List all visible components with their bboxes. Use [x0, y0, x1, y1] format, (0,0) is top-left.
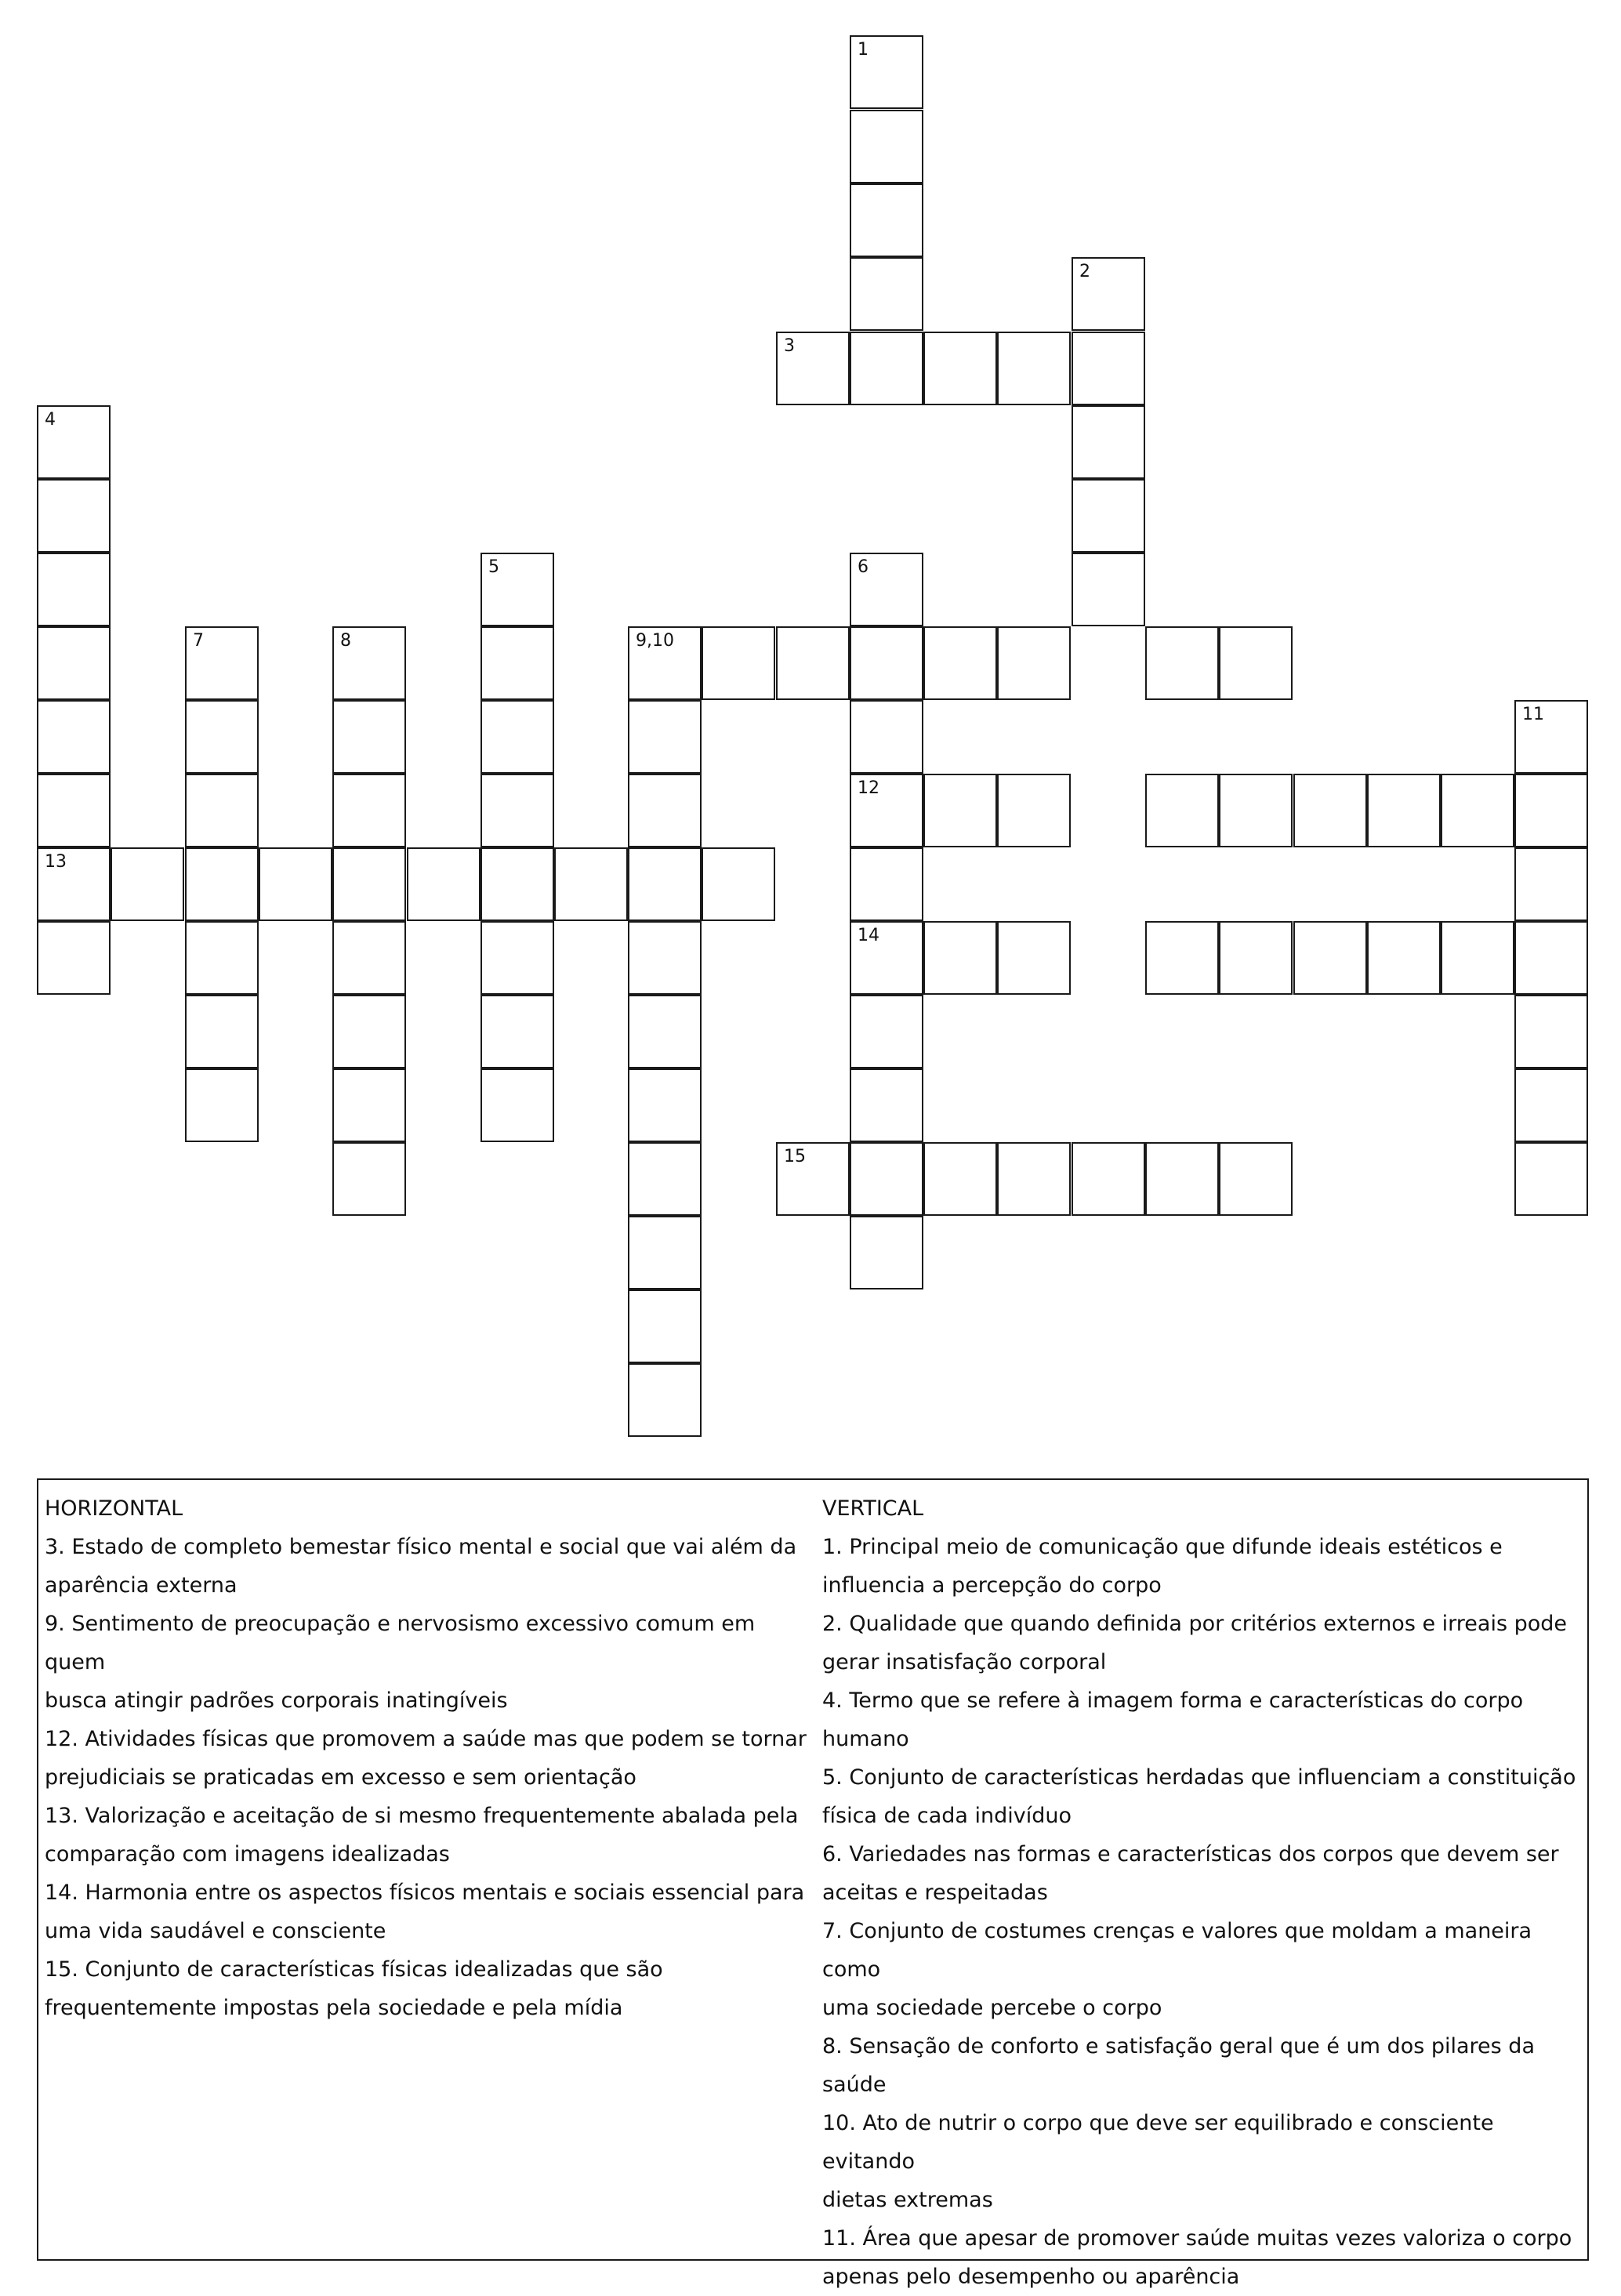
- grid-cell[interactable]: [628, 1068, 702, 1142]
- grid-cell[interactable]: [850, 995, 923, 1068]
- grid-cell[interactable]: [480, 626, 554, 700]
- clue-number: 2: [1079, 262, 1090, 281]
- grid-cell[interactable]: [776, 1142, 850, 1216]
- clue-number: 11: [1522, 705, 1544, 724]
- horizontal-clue-heading: HORIZONTAL: [45, 1496, 183, 1521]
- grid-cell[interactable]: [997, 1142, 1071, 1216]
- grid-cell[interactable]: [1514, 847, 1588, 921]
- grid-cell[interactable]: [997, 332, 1071, 405]
- grid-cell[interactable]: [850, 183, 923, 257]
- horizontal-clue-line: 3. Estado de completo bemestar físico mental e social que vai além da: [45, 1535, 797, 1559]
- vertical-clue-line: 7. Conjunto de costumes crenças e valores que moldam a maneira como: [822, 1919, 1532, 1982]
- horizontal-clue-line: 9. Sentimento de preocupação e nervosismo excessivo comum em quem: [45, 1612, 756, 1674]
- vertical-clue-line: humano: [822, 1727, 909, 1751]
- vertical-clues: [822, 1489, 1587, 2296]
- vertical-clue-line: 1. Principal meio de comunicação que difunde ideais estéticos e: [822, 1535, 1503, 1559]
- grid-cell[interactable]: [332, 774, 406, 847]
- grid-cell[interactable]: [1293, 921, 1367, 995]
- grid-cell[interactable]: [185, 774, 259, 847]
- grid-cell[interactable]: [776, 626, 850, 700]
- grid-cell[interactable]: [850, 257, 923, 331]
- clues-box: [37, 1478, 1589, 2289]
- horizontal-clue-line: aparência externa: [45, 1573, 238, 1598]
- horizontal-clue-line: 13. Valorização e aceitação de si mesmo frequentemente abalada pela: [45, 1804, 799, 1828]
- grid-cell[interactable]: [1219, 1142, 1293, 1216]
- grid-cell[interactable]: [1072, 257, 1145, 331]
- grid-cell[interactable]: [628, 921, 702, 995]
- grid-cell[interactable]: [850, 553, 923, 626]
- grid-cell[interactable]: [332, 1142, 406, 1216]
- clue-number: 13: [45, 852, 67, 872]
- grid-cell[interactable]: [1219, 921, 1293, 995]
- grid-cell[interactable]: [185, 847, 259, 921]
- clue-number: 5: [488, 557, 499, 577]
- vertical-clue-line: física de cada indivíduo: [822, 1804, 1072, 1828]
- grid-cell[interactable]: [480, 700, 554, 774]
- grid-cell[interactable]: [1072, 553, 1145, 626]
- grid-cell[interactable]: [628, 774, 702, 847]
- grid-cell[interactable]: [1219, 774, 1293, 847]
- clue-number: 3: [784, 336, 795, 356]
- grid-cell[interactable]: [850, 35, 923, 109]
- grid-cell[interactable]: [332, 700, 406, 774]
- grid-cell[interactable]: [628, 847, 702, 921]
- grid-cell[interactable]: [37, 700, 111, 774]
- grid-cell[interactable]: [923, 1142, 997, 1216]
- grid-cell[interactable]: [407, 847, 480, 921]
- horizontal-clue-line: comparação com imagens idealizadas: [45, 1842, 450, 1866]
- grid-cell[interactable]: [185, 921, 259, 995]
- grid-cell[interactable]: [1145, 626, 1219, 700]
- grid-cell[interactable]: [1514, 921, 1588, 995]
- grid-cell[interactable]: [997, 921, 1071, 995]
- grid-cell[interactable]: [37, 405, 111, 479]
- horizontal-clues: [45, 1489, 821, 2027]
- grid-cell[interactable]: [1441, 774, 1514, 847]
- clue-number: 4: [45, 410, 56, 430]
- grid-cell[interactable]: [923, 626, 997, 700]
- horizontal-clue-line: uma vida saudável e consciente: [45, 1919, 386, 1943]
- vertical-clue-line: apenas pelo desempenho ou aparência: [822, 2265, 1240, 2289]
- grid-cell[interactable]: [1219, 626, 1293, 700]
- grid-cell[interactable]: [37, 847, 111, 921]
- grid-cell[interactable]: [480, 774, 554, 847]
- grid-cell[interactable]: [628, 1142, 702, 1216]
- clue-number: 7: [193, 631, 204, 651]
- vertical-clue-line: influencia a percepção do corpo: [822, 1573, 1162, 1598]
- grid-cell[interactable]: [332, 626, 406, 700]
- grid-cell[interactable]: [480, 995, 554, 1068]
- horizontal-clue-line: 15. Conjunto de características físicas idealizadas que são: [45, 1957, 663, 1982]
- grid-cell[interactable]: [850, 626, 923, 700]
- clue-number: 1: [858, 40, 869, 60]
- grid-cell[interactable]: [1514, 995, 1588, 1068]
- grid-cell[interactable]: [1145, 774, 1219, 847]
- vertical-clue-line: 6. Variedades nas formas e características dos corpos que devem ser: [822, 1842, 1559, 1866]
- grid-cell[interactable]: [332, 847, 406, 921]
- clue-number: 8: [340, 631, 351, 651]
- grid-cell[interactable]: [850, 1142, 923, 1216]
- vertical-clue-line: gerar insatisfação corporal: [822, 1650, 1107, 1674]
- grid-cell[interactable]: [37, 553, 111, 626]
- vertical-clue-line: 10. Ato de nutrir o corpo que deve ser equilibrado e consciente evitando: [822, 2111, 1494, 2174]
- grid-cell[interactable]: [332, 1068, 406, 1142]
- grid-cell[interactable]: [111, 847, 184, 921]
- grid-cell[interactable]: [37, 479, 111, 553]
- grid-cell[interactable]: [1072, 1142, 1145, 1216]
- vertical-clue-line: 11. Área que apesar de promover saúde muitas vezes valoriza o corpo: [822, 2226, 1572, 2251]
- vertical-clue-line: 4. Termo que se refere à imagem forma e características do corpo: [822, 1688, 1524, 1713]
- grid-cell[interactable]: [850, 110, 923, 183]
- clue-number: 12: [858, 778, 879, 798]
- grid-cell[interactable]: [923, 921, 997, 995]
- grid-cell[interactable]: [997, 626, 1071, 700]
- grid-cell[interactable]: [185, 626, 259, 700]
- grid-cell[interactable]: [628, 995, 702, 1068]
- horizontal-clue-line: prejudiciais se praticadas em excesso e sem orientação: [45, 1765, 636, 1790]
- grid-cell[interactable]: [480, 847, 554, 921]
- vertical-clue-heading: VERTICAL: [822, 1496, 924, 1521]
- grid-cell[interactable]: [185, 995, 259, 1068]
- grid-cell[interactable]: [1072, 479, 1145, 553]
- vertical-clue-line: uma sociedade percebe o corpo: [822, 1996, 1162, 2020]
- grid-cell[interactable]: [628, 1363, 702, 1437]
- horizontal-clue-line: 12. Atividades físicas que promovem a saúde mas que podem se tornar: [45, 1727, 807, 1751]
- grid-cell[interactable]: [628, 700, 702, 774]
- grid-cell[interactable]: [1072, 332, 1145, 405]
- grid-cell[interactable]: [628, 1289, 702, 1363]
- grid-cell[interactable]: [850, 921, 923, 995]
- vertical-clue-line: saúde: [822, 2073, 887, 2097]
- clue-number: 9,10: [636, 631, 674, 651]
- grid-cell[interactable]: [1293, 774, 1367, 847]
- grid-cell[interactable]: [850, 332, 923, 405]
- grid-cell[interactable]: [1514, 1068, 1588, 1142]
- horizontal-clue-line: busca atingir padrões corporais inatingíveis: [45, 1688, 508, 1713]
- vertical-clue-line: aceitas e respeitadas: [822, 1881, 1048, 1905]
- horizontal-clue-line: 14. Harmonia entre os aspectos físicos mentais e sociais essencial para: [45, 1881, 805, 1905]
- grid-cell[interactable]: [37, 921, 111, 995]
- grid-cell[interactable]: [480, 921, 554, 995]
- grid-cell[interactable]: [1072, 405, 1145, 479]
- vertical-clue-line: 5. Conjunto de características herdadas que influenciam a constituição: [822, 1765, 1576, 1790]
- grid-cell[interactable]: [628, 626, 702, 700]
- grid-cell[interactable]: [1145, 921, 1219, 995]
- grid-cell[interactable]: [37, 774, 111, 847]
- vertical-clue-line: 8. Sensação de conforto e satisfação geral que é um dos pilares da: [822, 2034, 1535, 2058]
- grid-cell[interactable]: [1145, 1142, 1219, 1216]
- grid-cell[interactable]: [1367, 774, 1441, 847]
- grid-cell[interactable]: [185, 700, 259, 774]
- grid-cell[interactable]: [997, 774, 1071, 847]
- grid-cell[interactable]: [332, 995, 406, 1068]
- grid-cell[interactable]: [850, 847, 923, 921]
- grid-cell[interactable]: [776, 332, 850, 405]
- grid-cell[interactable]: [480, 553, 554, 626]
- grid-cell[interactable]: [554, 847, 628, 921]
- grid-cell[interactable]: [850, 1068, 923, 1142]
- grid-cell[interactable]: [332, 921, 406, 995]
- grid-cell[interactable]: [1514, 774, 1588, 847]
- clue-number: 15: [784, 1147, 806, 1166]
- grid-cell[interactable]: [923, 774, 997, 847]
- clue-number: 14: [858, 926, 879, 945]
- horizontal-clue-line: frequentemente impostas pela sociedade e pela mídia: [45, 1996, 623, 2020]
- grid-cell[interactable]: [1514, 700, 1588, 774]
- grid-cell[interactable]: [480, 1068, 554, 1142]
- grid-cell[interactable]: [702, 626, 775, 700]
- grid-cell[interactable]: [1441, 921, 1514, 995]
- grid-cell[interactable]: [850, 700, 923, 774]
- grid-cell[interactable]: [850, 774, 923, 847]
- grid-cell[interactable]: [37, 626, 111, 700]
- grid-cell[interactable]: [259, 847, 332, 921]
- grid-cell[interactable]: [185, 1068, 259, 1142]
- grid-cell[interactable]: [702, 847, 775, 921]
- grid-cell[interactable]: [628, 1216, 702, 1289]
- clue-number: 6: [858, 557, 869, 577]
- grid-cell[interactable]: [1367, 921, 1441, 995]
- grid-cell[interactable]: [850, 1216, 923, 1289]
- grid-cell[interactable]: [923, 332, 997, 405]
- vertical-clue-line: 2. Qualidade que quando definida por critérios externos e irreais pode: [822, 1612, 1568, 1636]
- grid-cell[interactable]: [1514, 1142, 1588, 1216]
- vertical-clue-line: dietas extremas: [822, 2188, 993, 2212]
